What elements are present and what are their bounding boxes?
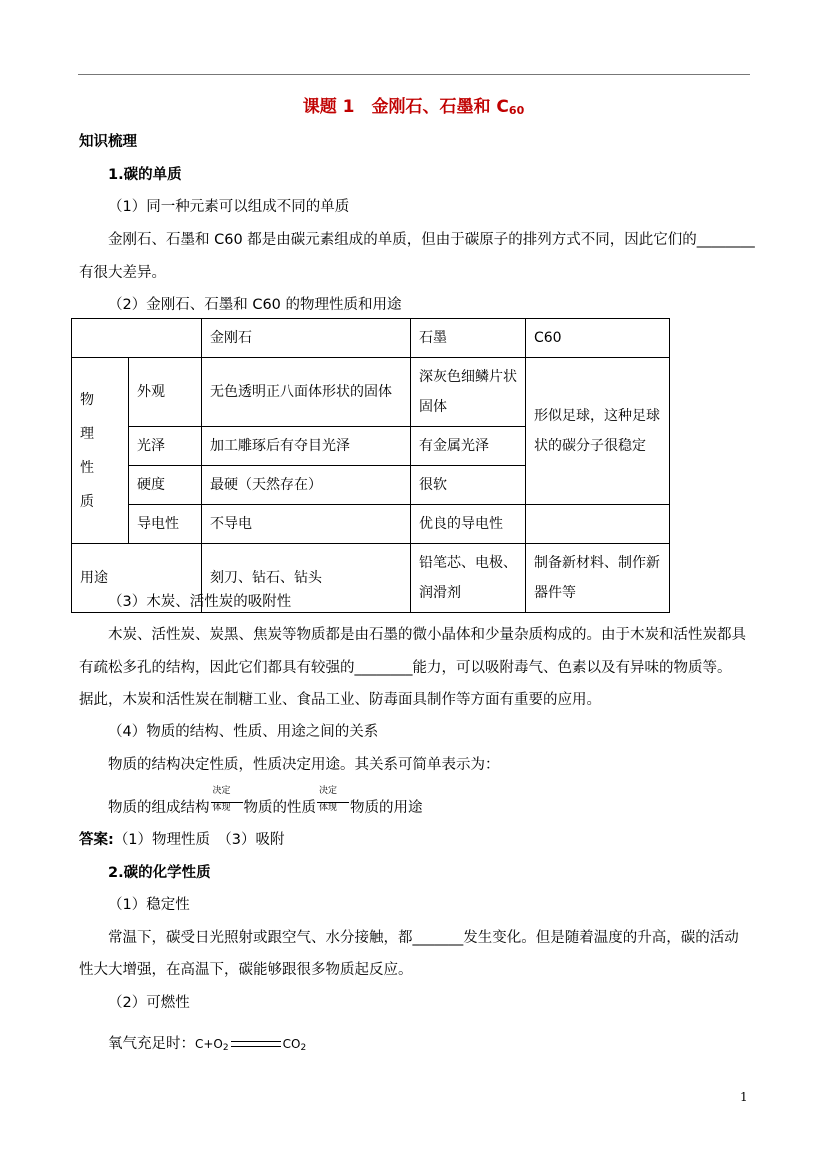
relation-diagram (108, 786, 423, 817)
page-title: 课题 1 金刚石、石墨和 $C_{60}$ (302, 97, 525, 117)
sec1-p4-line1: 物质的结构决定性质，性质决定用途。其关系可简单表示为： (108, 757, 500, 773)
rel-use: 物质的用途 (350, 800, 423, 816)
diamond-use: 刻刀、钻石、钻头 (202, 544, 411, 613)
sec1-p1-line2: 有很大差异。 (79, 265, 166, 281)
graphite-use: 铅笔芯、电极、润滑剂 (411, 544, 526, 613)
sec1-p2-label: （2）金刚石、石墨和 C60 的物理性质和用途 (108, 297, 402, 313)
prop-luster: 光泽 (129, 427, 202, 466)
graphite-luster: 有金属光泽 (411, 427, 526, 466)
page-number: 1 (740, 1090, 748, 1104)
sec1-p3-line1: 木炭、活性炭、炭黑、焦炭等物质都是由石墨的微小晶体和少量杂质构成的。由于木炭和活性炭都具 (108, 627, 746, 643)
sec2-p1-line2: 性大大增强，在高温下，碳能够跟很多物质起反应。 (79, 962, 413, 978)
sec1-p1-line1: 金刚石、石墨和 C60 都是由碳元素组成的单质，但由于碳原子的排列方式不同，因此它们的________ (108, 232, 755, 248)
answer-label: 答案: (79, 832, 114, 848)
prop-appearance: 外观 (129, 358, 202, 427)
c60-conductivity (526, 505, 670, 544)
use-label: 用途 (72, 544, 202, 613)
sec1-heading: 1.碳的单质 (108, 167, 182, 183)
sec2-p1-line1: 常温下，碳受日光照射或跟空气、水分接触，都_______发生变化。但是随着温度的升高，碳的活动 (108, 930, 739, 946)
graphite-conductivity: 优良的导电性 (411, 505, 526, 544)
group-physical-props: 物理性质 (72, 358, 129, 544)
sec2-heading: 2.碳的化学性质 (108, 865, 211, 881)
c60-use: 制备新材料、制作新器件等 (526, 544, 670, 613)
sec1-p4-label: （4）物质的结构、性质、用途之间的关系 (108, 724, 379, 740)
header-diamond: 金刚石 (202, 319, 411, 358)
answer-line (79, 828, 285, 849)
sec2-p1-label: （1）稳定性 (108, 897, 190, 913)
combustion-equation: 氧气充足时：$C+O_2$ $CO_2$ (108, 1036, 307, 1053)
sec2-p2-label: （2）可燃性 (108, 995, 190, 1011)
rel-structure: 物质的组成结构 (108, 800, 210, 816)
graphite-appearance: 深灰色细鳞片状固体 (411, 358, 526, 427)
header-graphite: 石墨 (411, 319, 526, 358)
sec1-p3-line3: 据此，木炭和活性炭在制糖工业、食品工业、防毒面具制作等方面有重要的应用。 (79, 692, 601, 708)
diamond-appearance: 无色透明正八面体形状的固体 (202, 358, 411, 427)
table-corner (72, 319, 202, 358)
diamond-conductivity: 不导电 (202, 505, 411, 544)
prop-hardness: 硬度 (129, 466, 202, 505)
rel-property: 物质的性质 (243, 800, 316, 816)
sec1-p3-line2: 有疏松多孔的结构，因此它们都具有较强的________能力，可以吸附毒气、色素以及有异味的物质等。 (79, 660, 732, 676)
diamond-luster: 加工雕琢后有夺目光泽 (202, 427, 411, 466)
header-c60: C60 (526, 319, 670, 358)
c60-props: 形似足球，这种足球状的碳分子很稳定 (526, 358, 670, 505)
section-heading: 知识梳理 (79, 134, 137, 150)
sec1-p3-label: （3）木炭、活性炭的吸附性 (108, 594, 292, 610)
determine-arrow: 决定 体现 (211, 801, 243, 815)
properties-table (71, 318, 670, 613)
equation-equals (231, 1041, 281, 1047)
answer-text: （1）物理性质 （3）吸附 (113, 832, 285, 848)
header-rule (78, 74, 750, 75)
determine-arrow-2: 决定 体现 (317, 801, 349, 815)
sec1-p1-label: （1）同一种元素可以组成不同的单质 (108, 199, 350, 215)
graphite-hardness: 很软 (411, 466, 526, 505)
diamond-hardness: 最硬（天然存在） (202, 466, 411, 505)
prop-conductivity: 导电性 (129, 505, 202, 544)
